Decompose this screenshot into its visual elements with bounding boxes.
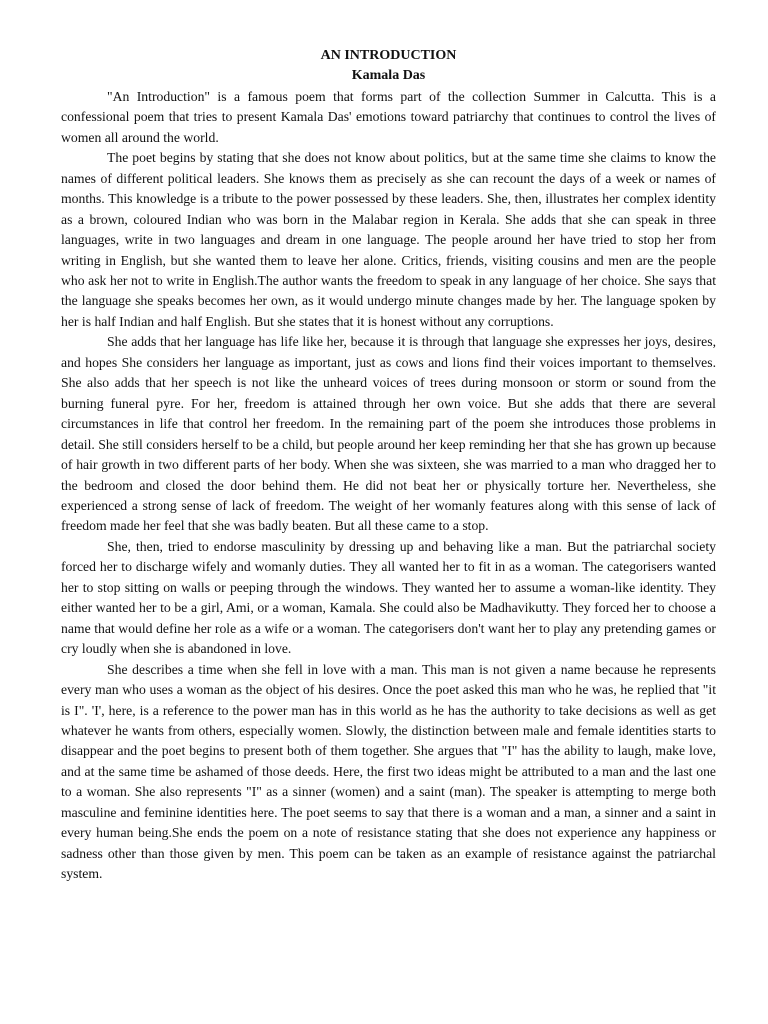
document-title: AN INTRODUCTION xyxy=(320,48,457,63)
paragraph-voice-freedom: She adds that her language has life like her, because it is through that language she expresses her joys, desires, and hopes She considers her language as important, just as cows and lions find their voices important to themselves. She also adds that her speech is not like the unheard voices of trees during monsoon or storm or sound from the burning funeral pyre. For her, freedom is attained through her own voice. But she adds that there are several circumstances in life that control her freedom. In the remaining part of the poem she introduces those problems in detail. She still considers herself to be a child, but people around her keep reminding her that she has grown up because of hair growth in two different parts of her body. When she was sixteen, she was married to a man who dragged her to the bedroom and closed the door behind them. He did not beat her or physically torture her. Nevertheless, she experienced a strong sense of lack of freedom. The weight of her womanly features along with this sense of lack of freedom made her feel that she was badly beaten. But all these came to a stop. xyxy=(61,334,716,534)
document-page xyxy=(61,46,716,885)
paragraph-intro: "An Introduction" is a famous poem that forms part of the collection Summer in Calcutta. This is a confessional poem that tries to present Kamala Das' emotions toward patriarchy that continues to control the lives of women all around the world. xyxy=(61,88,716,145)
paragraph-masculinity: She, then, tried to endorse masculinity by dressing up and behaving like a man. But the patriarchal society forced her to discharge wifely and womanly duties. They all wanted her to fit in as a woman. The categorisers wanted her to stop sitting on walls or peeping through the windows. They wanted her to assume a woman-like identity. They either wanted her to be a girl, Ami, or a woman, Kamala. She could also be Madhavikutty. They forced her to choose a name that would define her role as a wife or a woman. The categorisers don't want her to play any pretending games or cry loudly when she is abandoned in love. xyxy=(61,538,716,657)
paragraph-politics-language: The poet begins by stating that she does not know about politics, but at the same time she claims to know the names of different political leaders. She knows them as precisely as she can recount the days of a week or names of months. This knowledge is a tribute to the power possessed by these leaders. She, then, illustrates her complex identity as a brown, coloured Indian who was born in the Malabar region in Kerala. She adds that she can speak in three languages, write in two languages and dream in one language. The people around her have tried to stop her from writing in English, but she wanted them to leave her alone. Critics, friends, visiting cousins and men are the people who ask her not to write in English.The author wants the freedom to speak in any language of her choice. She says that the language she speaks becomes her own, as it would undergo minute changes made by her. The language spoken by her is half Indian and half English. But she states that it is honest without any corruptions. xyxy=(61,150,716,329)
document-author: Kamala Das xyxy=(351,68,426,84)
paragraph-identity-resistance: She describes a time when she fell in love with a man. This man is not given a name because he represents every man who uses a woman as the object of his desires. Once the poet asked this man who he was, he replied that "it is I". 'I', here, is a reference to the power man has in this world as he has the authority to take decisions as well as get whatever he wants from others, especially women. Slowly, the distinction between male and female identities starts to disappear and the poet begins to present both of them together. She argues that "I" has the ability to laugh, make love, and at the same time be ashamed of those deeds. Here, the first two ideas might be attributed to a man and the last one to a woman. She also represents "I" as a sinner (women) and a saint (man). The speaker is attempting to merge both masculine and feminine identities here. The poet seems to say that there is a woman and a man, a sinner and a saint in every human being.She ends the poem on a note of resistance stating that she does not experience any happiness or sadness other than those given by men. This poem can be taken as an example of resistance against the patriarchal system. xyxy=(61,661,716,882)
